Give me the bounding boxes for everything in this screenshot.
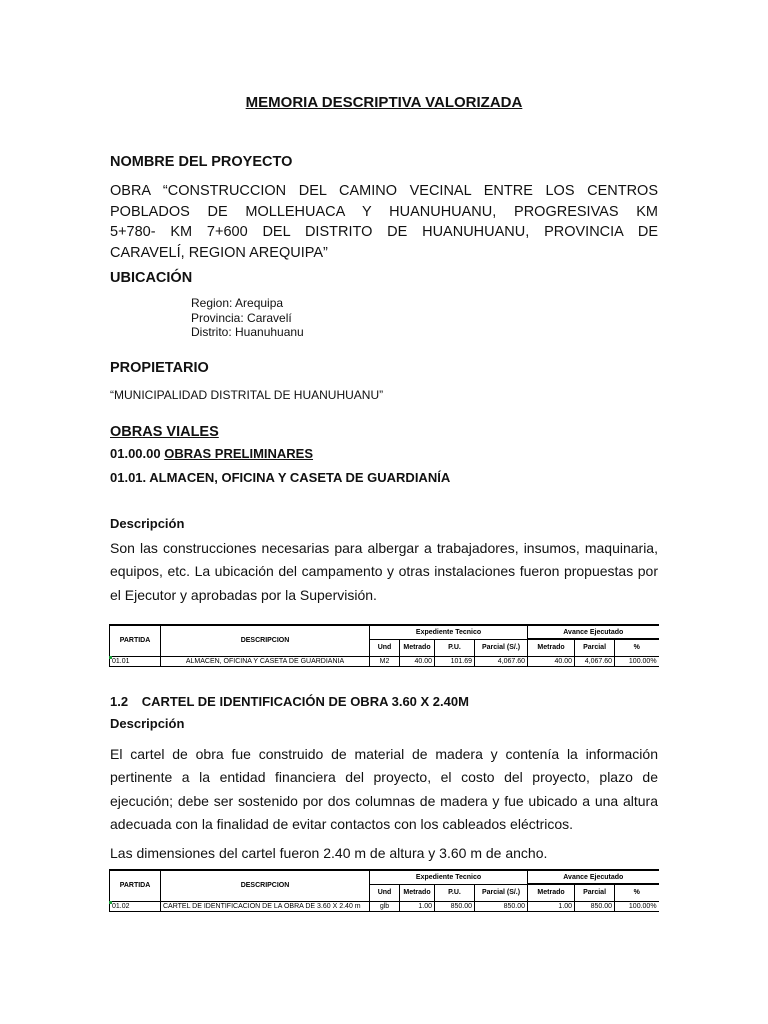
cell-marker [109,656,112,659]
nombre-line: 5+780- KM 7+600 DEL DISTRITO DE HUANUHUANU, PROVINCIA DE [110,224,658,240]
descripcion-line: El cartel de obra fue construido de material de madera y contenía la información [110,746,658,762]
obras-subheading [110,446,313,461]
nombre-heading: NOMBRE DEL PROYECTO [110,154,293,170]
cell-descripcion: CARTEL DE IDENTIFICACION DE LA OBRA DE 3.60 X 2.40 m [161,901,370,911]
table-row [110,656,659,666]
cell-parcial: 850.00 [475,901,528,911]
cell-parcial: 4,067.60 [475,656,528,666]
header-metrado: Metrado [400,884,435,901]
header-metrado: Metrado [400,639,435,656]
ubicacion-provincia: Provincia: Caravelí [191,310,292,325]
descripcion-line: ejecución; debe ser sostenido por dos columnas de madera y fue ubicado a una altura [110,792,658,809]
header-pu: P.U. [435,639,475,656]
header-av-metrado: Metrado [528,639,575,656]
cell-partida: 01.01 [110,656,161,666]
descripcion-heading-2: Descripción [110,716,185,731]
ubicacion-distrito: Distrito: Huanuhuanu [191,325,304,339]
header-av-metrado: Metrado [528,884,575,901]
header-descripcion: DESCRIPCION [161,625,370,656]
descripcion-line: Son las construcciones necesarias para albergar a trabajadores, insumos, maquinaria, [110,540,658,556]
descripcion-text-1 [110,537,658,607]
document-title: MEMORIA DESCRIPTIVA VALORIZADA [245,94,523,111]
header-av-parcial: Parcial [575,884,615,901]
header-pct: % [615,884,659,901]
item-heading-12-num: 1.2 [110,694,129,709]
item-heading-12 [110,694,469,709]
item-heading-12-text: CARTEL DE IDENTIFICACIÓN DE OBRA 3.60 X 2.40M [141,694,469,709]
cell-und: glb [370,901,400,911]
descripcion-line: adecuada con la finalidad de evitar contactos con los cableados eléctricos. [110,815,574,832]
cell-av-metrado: 1.00 [528,901,575,911]
cell-pct: 100.00% [615,901,659,911]
header-descripcion: DESCRIPCION [161,870,370,901]
cell-pu: 850.00 [435,901,475,911]
header-und: Und [370,639,400,656]
cell-av-parcial: 850.00 [575,901,615,911]
cell-marker [109,901,112,904]
header-pct: % [615,639,659,656]
cell-pct: 100.00% [615,656,659,666]
obras-sub-code: 01.00.00 [110,446,161,461]
header-av-parcial: Parcial [575,639,615,656]
cell-av-metrado: 40.00 [528,656,575,666]
ubicacion-heading: UBICACIÓN [110,270,193,286]
cell-descripcion: ALMACEN, OFICINA Y CASETA DE GUARDIANIA [161,656,370,666]
obras-heading: OBRAS VIALES [110,424,219,440]
cell-pu: 101.69 [435,656,475,666]
dimensiones-text: Las dimensiones del cartel fueron 2.40 m de altura y 3.60 m de ancho. [110,845,548,861]
descripcion-line: el Ejecutor y aprobadas por la Supervisión. [110,586,377,603]
item-heading-0101: 01.01. ALMACEN, OFICINA Y CASETA DE GUARDIANÍA [110,470,451,485]
descripcion-line: equipos, etc. La ubicación del campamento y otras instalaciones fueron propuestas por [110,563,658,580]
header-expediente: Expediente Tecnico [370,870,528,884]
ubicacion-list [191,296,304,340]
header-partida: PARTIDA [110,625,161,656]
nombre-line: POBLADOS DE MOLLEHUACA Y HUANUHUANU, PROGRESIVAS KM [110,203,658,220]
cell-av-parcial: 4,067.60 [575,656,615,666]
valuation-table-2 [109,869,659,912]
cell-metrado: 40.00 [400,656,435,666]
propietario-heading: PROPIETARIO [110,360,209,376]
header-und: Und [370,884,400,901]
table-row [110,901,659,911]
header-partida: PARTIDA [110,870,161,901]
valuation-table-1 [109,624,659,667]
cell-partida: 01.02 [110,901,161,911]
cell-und: M2 [370,656,400,666]
descripcion-text-2 [110,743,658,836]
cell-metrado: 1.00 [400,901,435,911]
header-pu: P.U. [435,884,475,901]
header-parcial: Parcial (S/.) [475,639,528,656]
header-avance: Avance Ejecutado [528,625,659,639]
nombre-line: CARAVELÍ, REGION AREQUIPA” [110,244,328,261]
header-avance: Avance Ejecutado [528,870,659,884]
propietario-value: “MUNICIPALIDAD DISTRITAL DE HUANUHUANU” [110,388,384,402]
nombre-line: OBRA “CONSTRUCCION DEL CAMINO VECINAL ENTRE LOS CENTROS [110,183,658,199]
ubicacion-region: Region: Arequipa [191,296,284,310]
nombre-text [110,181,658,263]
header-parcial: Parcial (S/.) [475,884,528,901]
header-expediente: Expediente Tecnico [370,625,528,639]
obras-sub-label: OBRAS PRELIMINARES [164,446,314,461]
descripcion-line: pertinente a la entidad financiera del proyecto, el costo del proyecto, plazo de [110,769,658,786]
descripcion-heading-1: Descripción [110,516,185,531]
